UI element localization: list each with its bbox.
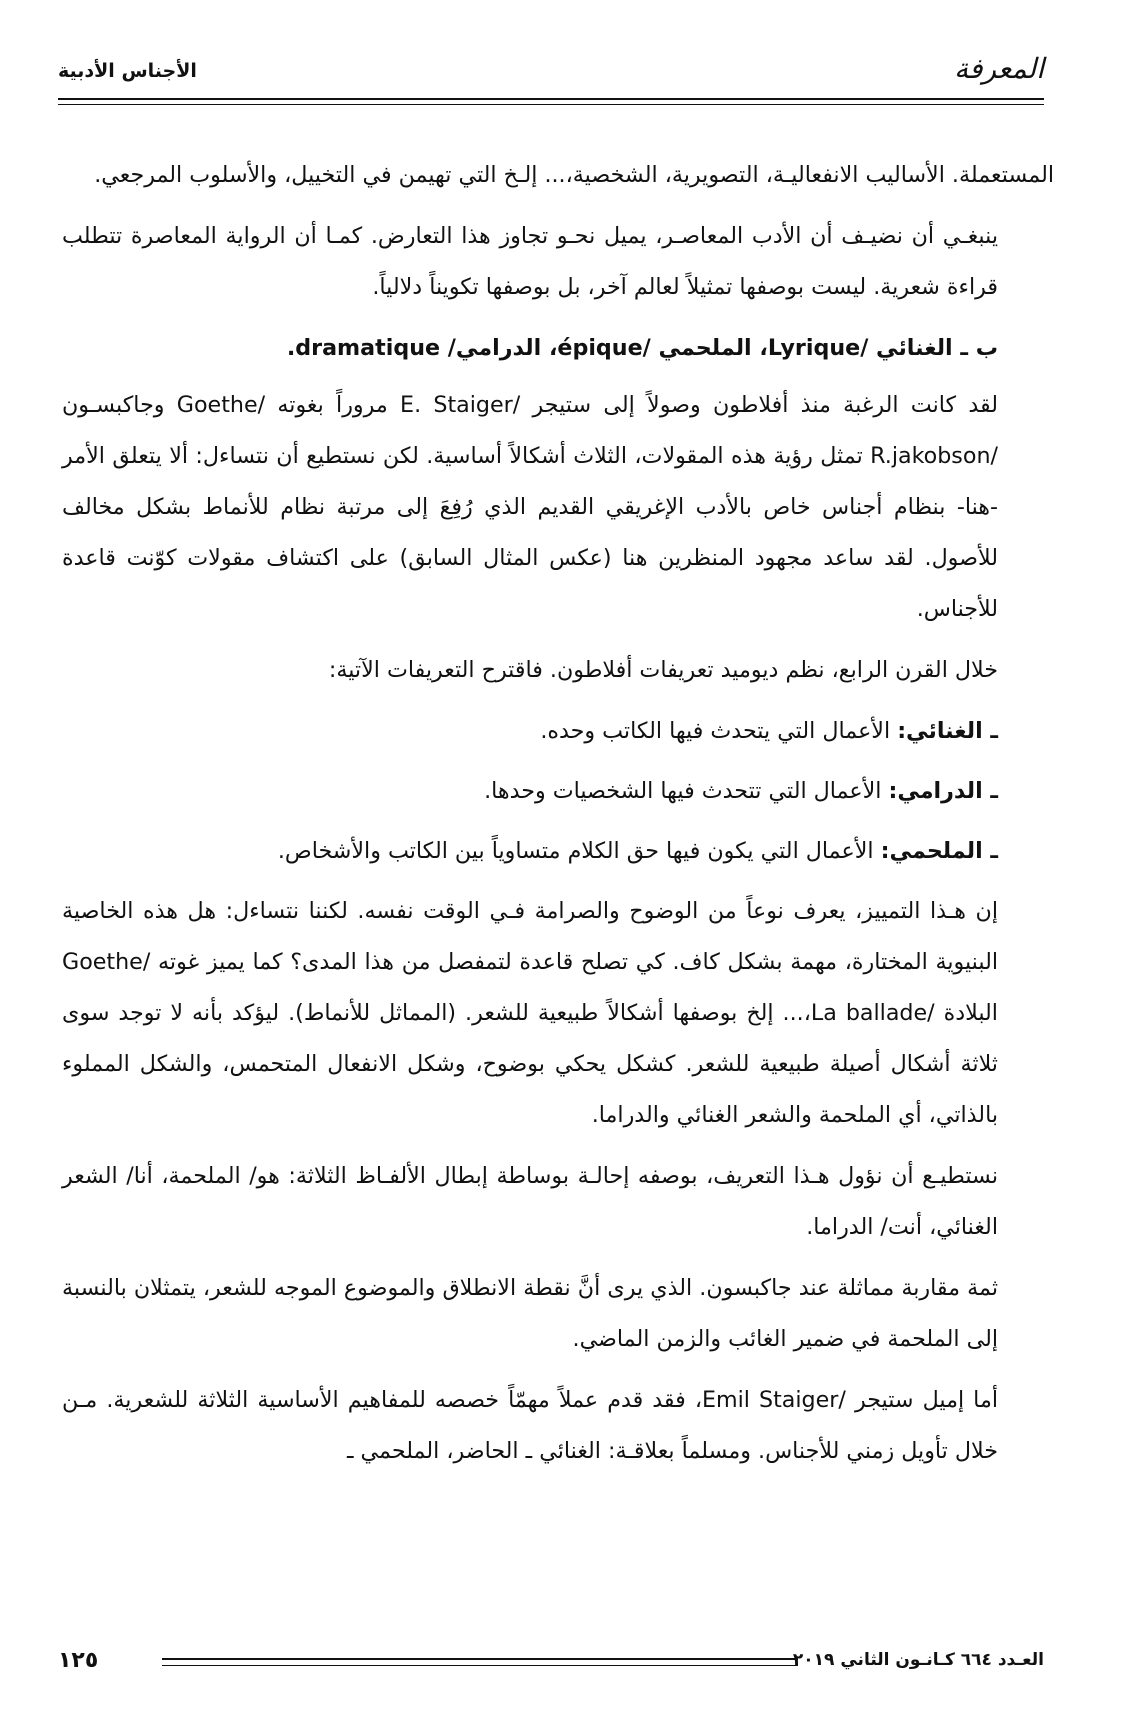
paragraph: خلال القرن الرابع، نظم ديوميد تعريفات أفلاطون. فاقترح التعريفات الآتية: (328, 657, 998, 683)
magazine-logo: المعرفة (954, 52, 1044, 85)
list-item-term: ـ الغنائي: (897, 718, 998, 744)
list-item-term: ـ الملحمي: (880, 838, 998, 864)
list-item-term: ـ الدرامي: (888, 778, 998, 804)
page-header (58, 48, 1044, 98)
list-item-text: الأعمال التي يكون فيها حق الكلام متساوياً بين الكاتب والأشخاص. (277, 838, 874, 864)
paragraph: المستعملة. الأساليب الانفعاليـة، التصويرية، الشخصية،... إلـخ التي تهيمن في التخييل، والأسلوب المرجعي. (94, 162, 1054, 188)
list-item (62, 706, 1054, 757)
paragraph: أما إميل ستيجر /Emil Staiger، فقد قدم عملاً مهمّاً خصصه للمفاهيم الأساسية الثلاثة للشعرية. مـن خلال تأويل زمني للأجناس. ومسلماً بعلاقـة: الغنائي ـ الحاضر، الملحمي ـ (62, 1387, 998, 1464)
running-title: الأجناس الأدبية (58, 60, 197, 82)
paragraph: ثمة مقاربة مماثلة عند جاكبسون. الذي يرى أنَّ نقطة الانطلاق والموضوع الموجه للشعر، يتمثلان بالنسبة إلى الملحمة في ضمير الغائب والزمن الماضي. (62, 1275, 998, 1352)
list-item-text: الأعمال التي يتحدث فيها الكاتب وحده. (540, 718, 891, 744)
section-heading: ب ـ الغنائي /Lyrique، الملحمي /épique، الدرامي/ dramatique. (286, 335, 998, 361)
list-item (62, 766, 1054, 817)
footer-divider (162, 1658, 798, 1666)
issue-label: العـدد ٦٦٤ كـانـون الثاني ٢٠١٩ (792, 1650, 1044, 1670)
paragraph: ينبغـي أن نضيـف أن الأدب المعاصـر، يميل نحـو تجاوز هذا التعارض. كمـا أن الرواية المعاصرة تتطلب قراءة شعرية. ليست بوصفها تمثيلاً لعالم آخر، بل بوصفها تكويناً دلالياً. (62, 223, 998, 300)
paragraph: إن هـذا التمييز، يعرف نوعاً من الوضوح والصرامة فـي الوقت نفسه. لكننا نتساءل: هل هذه الخاصية البنيوية المختارة، مهمة بشكل كاف. كي تصلح قاعدة لتمفصل من هذا المدى؟ كما يميز غوته /Goethe البلادة /La ballade،... إلخ بوصفها أشكالاً طبيعية للشعر. (المماثل للأنماط). ليؤكد بأنه لا توجد سوى ثلاثة أشكال أصيلة طبيعية للشعر. كشكل يحكي بوضوح، وشكل الانفعال المتحمس، والشكل المملوء بالذاتي، أي الملحمة والشعر الغنائي والدراما. (62, 898, 998, 1128)
list-item-text: الأعمال التي تتحدث فيها الشخصيات وحدها. (484, 778, 882, 804)
header-divider-thin (58, 104, 1044, 105)
article-body (62, 150, 1054, 1487)
header-divider (58, 98, 1044, 100)
page-number: ١٢٥ (58, 1648, 99, 1673)
page-footer (58, 1646, 1044, 1686)
paragraph: لقد كانت الرغبة منذ أفلاطون وصولاً إلى ستيجر /E. Staiger مروراً بغوته /Goethe وجاكبسـون /R.jakobson تمثل رؤية هذه المقولات، الثلاث أشكالاً أساسية. لكن نستطيع أن نتساءل: ألا يتعلق الأمر -هنا- بنظام أجناس خاص بالأدب الإغريقي القديم الذي رُفِعَ إلى مرتبة نظام للأنماط بشكل مخالف للأصول. لقد ساعد مجهود المنظرين هنا (عكس المثال السابق) على اكتشاف مقولات كوّنت قاعدة للأجناس. (62, 392, 998, 622)
list-item (62, 826, 1054, 877)
paragraph: نستطيـع أن نؤول هـذا التعريف، بوصفه إحالـة بوساطة إبطال الألفـاظ الثلاثة: هو/ الملحمة، أنا/ الشعر الغنائي، أنت/ الدراما. (62, 1163, 998, 1240)
